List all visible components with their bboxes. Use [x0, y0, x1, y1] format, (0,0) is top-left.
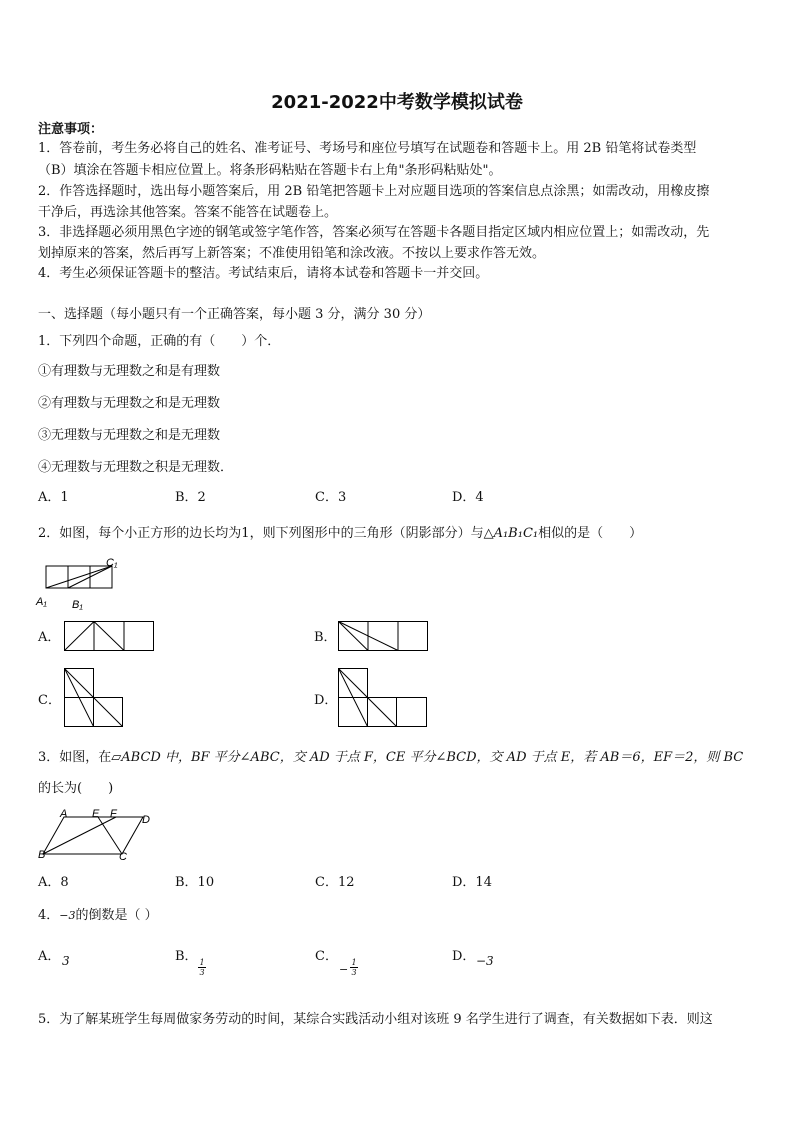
- notice-line: 干净后，再选涂其他答案。答案不能答在试题卷上。: [38, 205, 338, 220]
- q4-stem: [38, 908, 158, 924]
- q2-a-diagonal: [65, 622, 95, 651]
- q2-stem-after: 相似的是（ ）: [538, 526, 643, 541]
- q3-option-a: A．8: [38, 875, 69, 890]
- q3-parallelogram-figure: [38, 806, 158, 864]
- q4-option-c-sign: −: [339, 963, 349, 976]
- q3-option-d: D．14: [452, 875, 492, 890]
- q4-stem-num: 4．: [38, 908, 60, 923]
- section-heading: 一、选择题（每小题只有一个正确答案，每小题 3 分，满分 30 分）: [38, 307, 431, 322]
- notice-line: 2．作答选择题时，选出每小题答案后，用 2B 铅笔把答题卡上对应题目选项的答案信息点涂黑；如需改动，用橡皮擦: [38, 184, 710, 199]
- q3-parallelogram: [43, 817, 143, 854]
- q4-stem-math: −3: [59, 909, 76, 922]
- q4-option-c-fraction: [350, 958, 358, 977]
- q3-stem-math: ▱ABCD 中，BF 平分∠ABC，交 AD 于点 F，CE 平分∠BCD，交 AD 于点 E，若 AB＝6，EF＝2，则 BC: [111, 750, 744, 765]
- q3-label-a: A: [60, 808, 68, 820]
- q4-option-b-letter: B．: [175, 949, 198, 964]
- q3-stem-line1: [38, 750, 743, 766]
- q2-option-b-letter: B．: [314, 630, 337, 645]
- q2-option-a-figure: [64, 621, 156, 653]
- q4-option-d-letter: D．: [452, 949, 476, 964]
- notice-line: 3．非选择题必须用黑色字迹的钢笔或签字笔作答，答案必须写在答题卡各题目指定区域内相应位置上；如需改动，先: [38, 225, 710, 240]
- page-title: 2021-2022中考数学模拟试卷: [271, 92, 523, 113]
- q2-label-b1: B₁: [72, 599, 83, 611]
- q1-item: ①有理数与无理数之和是有理数: [38, 364, 221, 379]
- q2-stem-num: 1: [241, 526, 250, 541]
- q3-label-f: F: [110, 808, 117, 820]
- q2-d-cell: [339, 698, 368, 727]
- q2-option-c-letter: C．: [38, 693, 61, 708]
- q1-option-d: D．4: [452, 490, 484, 505]
- q4-option-a-value: 3: [62, 954, 70, 968]
- q1-item: ②有理数与无理数之和是无理数: [38, 396, 221, 411]
- q1-item: ④无理数与无理数之积是无理数．: [38, 460, 234, 475]
- q1-option-b: B．2: [175, 490, 206, 505]
- q2-label-a1: A₁: [36, 596, 47, 608]
- q2-option-c-figure: [64, 668, 126, 730]
- q2-option-a-letter: A．: [38, 630, 61, 645]
- q4-stem-after: 的倒数是（ ）: [75, 908, 158, 923]
- q3-option-c: C．12: [315, 875, 355, 890]
- q3-stem-pre: 3．如图，在: [38, 750, 112, 765]
- q3-label-b: B: [38, 849, 46, 861]
- q3-label-e: E: [92, 808, 100, 820]
- q1-option-a: A．1: [38, 490, 69, 505]
- q2-d-cell: [397, 698, 427, 727]
- q4-option-b-fraction: [198, 958, 206, 977]
- q4-option-c-letter: C．: [315, 949, 338, 964]
- q2-c-cell: [65, 698, 94, 727]
- q4-option-c-numerator: 1: [351, 958, 357, 967]
- q2-option-d-figure: [338, 668, 430, 730]
- q4-option-b-denominator: 3: [199, 968, 205, 977]
- q3-line-ce: [98, 817, 122, 854]
- q2-b-diagonal: [339, 622, 369, 651]
- notice-line: （B）填涂在答题卡相应位置上。将条形码粘贴在答题卡右上角"条形码粘贴处"。: [38, 163, 502, 178]
- q1-stem: 1．下列四个命题，正确的有（ ）个．: [38, 334, 281, 349]
- q3-label-d: D: [142, 814, 150, 826]
- q2-stem-triangle: △A₁B₁C₁: [483, 526, 539, 541]
- q1-option-c: C．3: [315, 490, 347, 505]
- q3-label-c: C: [119, 851, 127, 863]
- q4-option-b-numerator: 1: [199, 958, 205, 967]
- q2-ref-line-a1c1: [46, 566, 112, 588]
- q5-stem: 5．为了解某班学生每周做家务劳动的时间，某综合实践活动小组对该班 9 名学生进行了调查，有关数据如下表．则这: [38, 1012, 713, 1027]
- q4-option-c-denominator: 3: [351, 968, 357, 977]
- q4-option-a-letter: A．: [38, 949, 61, 964]
- notice-line: 4．考生必须保证答题卡的整洁。考试结束后，请将本试卷和答题卡一并交回。: [38, 266, 489, 281]
- q2-stem-before: 2．如图，每个小正方形的边长均为: [38, 526, 242, 541]
- notice-heading: 注意事项：: [38, 122, 104, 137]
- q2-reference-figure: [36, 556, 130, 614]
- notice-line: 1．答卷前，考生务必将自己的姓名、准考证号、考场号和座位号填写在试题卷和答题卡上。用 2B 铅笔将试卷类型: [38, 141, 697, 156]
- notice-line: 划掉原来的答案，然后再写上新答案；不准使用铅笔和涂改液。不按以上要求作答无效。: [38, 246, 546, 261]
- q2-stem-mid: ，则下列图形中的三角形（阴影部分）与: [249, 526, 484, 541]
- q2-stem: [38, 526, 642, 542]
- q2-option-d-letter: D．: [314, 693, 338, 708]
- q3-option-b: B．10: [175, 875, 215, 890]
- q2-a-diagonal: [94, 622, 124, 651]
- q3-stem-line2: 的长为( ): [38, 781, 114, 796]
- q1-item: ③无理数与无理数之和是无理数: [38, 428, 221, 443]
- q2-option-b-figure: [338, 621, 430, 653]
- q2-b-outline: [339, 622, 428, 651]
- q2-label-c1: C₁: [106, 557, 118, 569]
- q4-option-d-value: −3: [476, 954, 494, 968]
